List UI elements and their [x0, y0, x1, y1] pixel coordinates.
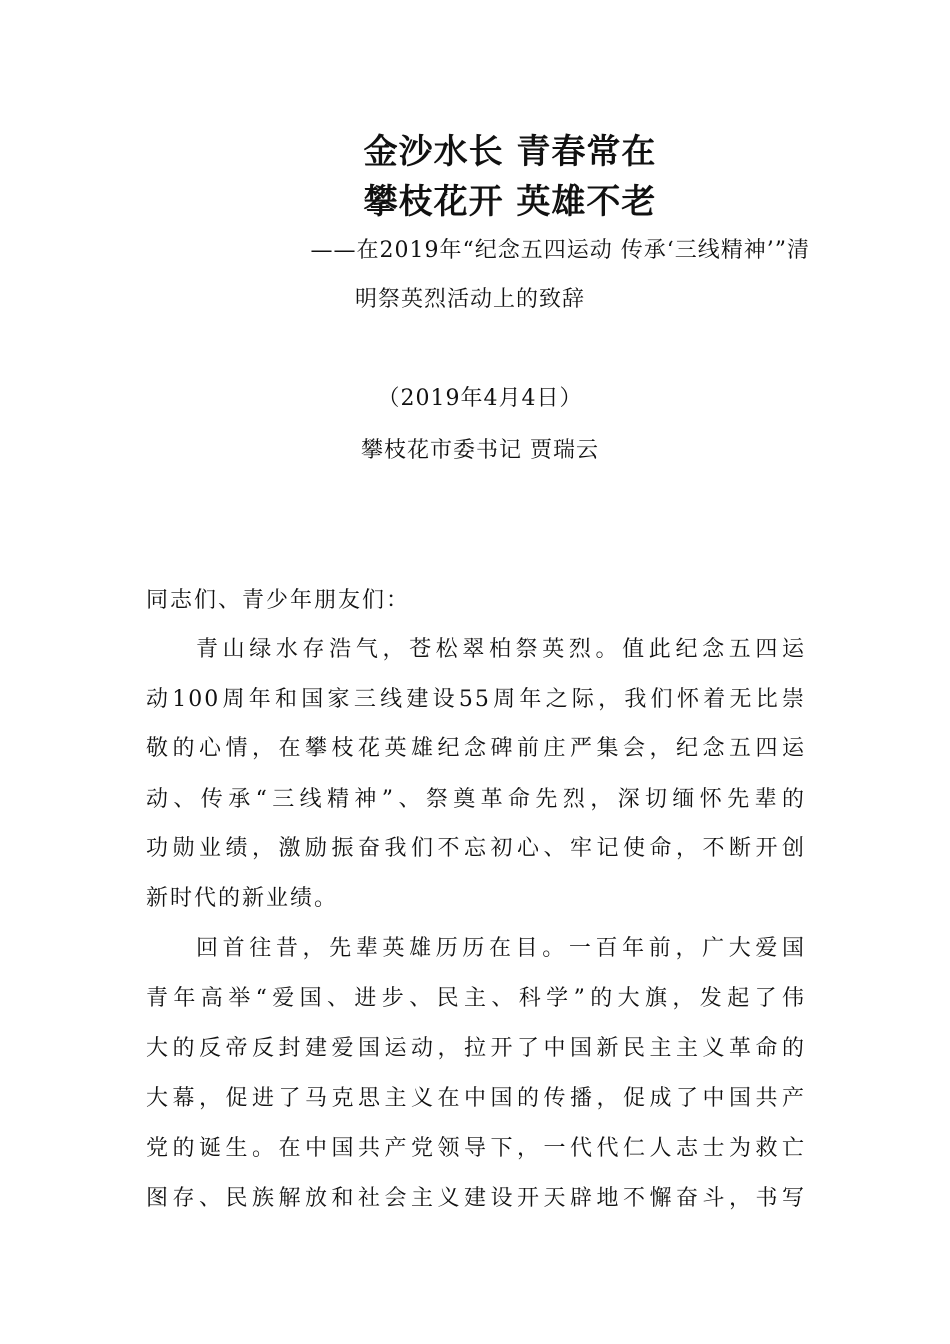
paragraph-2-line: 大幕，促进了马克思主义在中国的传播，促成了中国共产: [146, 1086, 806, 1111]
paragraph-1-line: 新时代的新业绩。: [146, 886, 339, 911]
paragraph-2-line: 党的诞生。在中国共产党领导下，一代代仁人志士为救亡: [146, 1136, 806, 1161]
title-line-1: 金沙水长 青春常在: [363, 132, 657, 172]
paragraph-2-line: 大的反帝反封建爱国运动，拉开了中国新民主主义革命的: [146, 1036, 806, 1061]
paragraph-1-line: 动100周年和国家三线建设55周年之际，我们怀着无比崇: [146, 687, 806, 712]
paragraph-1-line: 青山绿水存浩气，苍松翠柏祭英烈。值此纪念五四运: [196, 637, 806, 662]
subtitle-line-2: 明祭英烈活动上的致辞: [354, 287, 585, 312]
paragraph-1-line: 动、传承“三线精神”、祭奠革命先烈，深切缅怀先辈的: [146, 787, 806, 812]
paragraph-2-line: 图存、民族解放和社会主义建设开天辟地不懈奋斗，书写: [146, 1186, 806, 1211]
paragraph-2-line: 青年高举“爱国、进步、民主、科学”的大旗，发起了伟: [146, 986, 806, 1011]
paragraph-1-line: 功勋业绩，激励振奋我们不忘初心、牢记使命，不断开创: [146, 836, 806, 861]
paragraph-2-line: 回首往昔，先辈英雄历历在目。一百年前，广大爱国: [196, 936, 806, 961]
speech-author: 攀枝花市委书记 贾瑞云: [361, 438, 599, 463]
paragraph-1-line: 敬的心情，在攀枝花英雄纪念碑前庄严集会，纪念五四运: [146, 736, 806, 761]
salutation: 同志们、青少年朋友们：: [146, 588, 411, 613]
title-line-2: 攀枝花开 英雄不老: [363, 182, 657, 222]
subtitle-line-1: ——在2019年“纪念五四运动 传承‘三线精神’”清: [310, 238, 810, 263]
speech-date: （2019年4月4日）: [377, 386, 583, 411]
